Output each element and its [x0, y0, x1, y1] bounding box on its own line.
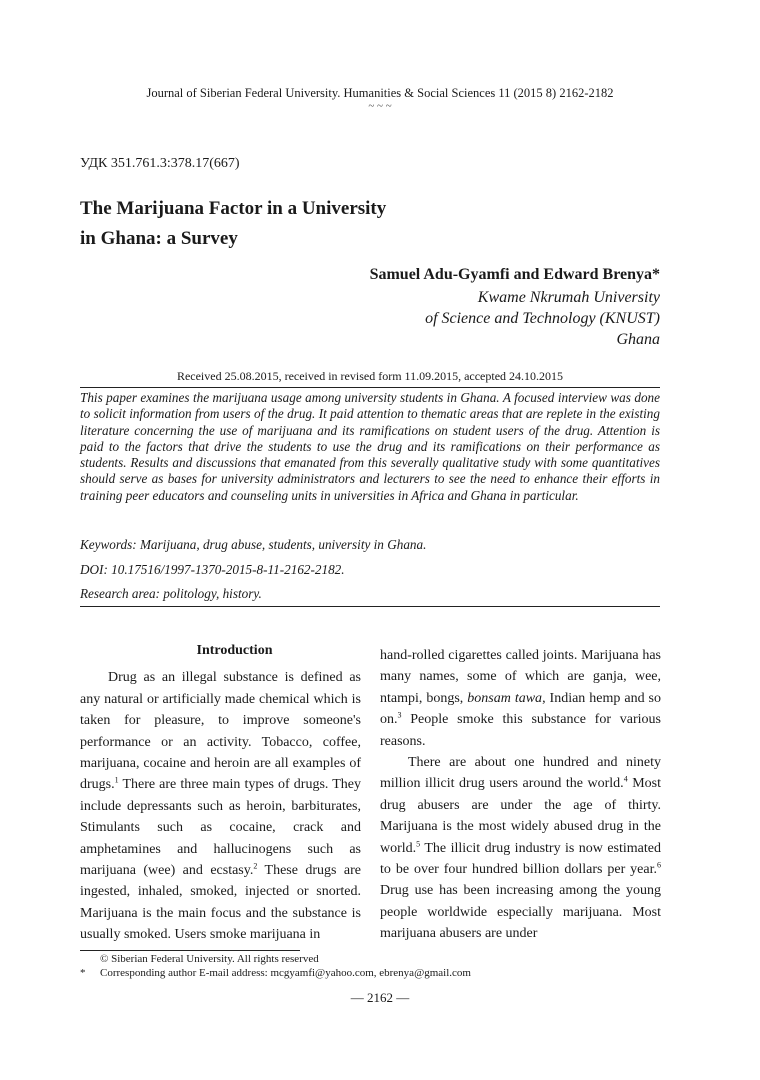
paper-title: [80, 194, 386, 254]
top-rule: [80, 387, 660, 388]
received-dates: Received 25.08.2015, received in revised form 11.09.2015, accepted 24.10.2015: [176, 369, 564, 383]
introduction-heading: Introduction: [196, 643, 273, 658]
affiliation-line-2: of Science and Technology (KNUST): [425, 310, 660, 327]
header-tilde: ~ ~ ~: [368, 100, 392, 112]
footnote-ref-2: 2: [253, 861, 258, 871]
affiliation: [425, 287, 660, 350]
footnote-rule: [80, 950, 300, 951]
journal-header: Journal of Siberian Federal University. Humanities & Social Sciences 11 (2015 8) 2162-2182: [146, 86, 614, 100]
affiliation-line-1: Kwame Nkrumah University: [477, 289, 660, 306]
footnote-ref-6: 6: [657, 860, 661, 870]
copyright-note: © Siberian Federal University. All rights reserved: [100, 953, 319, 965]
research-area: Research area: politology, history.: [80, 586, 262, 601]
footnote-ref-4: 4: [623, 774, 628, 784]
keywords: Keywords: Marijuana, drug abuse, students, university in Ghana.: [80, 537, 427, 552]
left-paragraph: Drug as an illegal substance is defined as any natural or artificially made chemical which is taken for pleasure, to improve someone's performance or an activity. Tobacco, coffee, marijuana, cocaine and heroin are all examples of drugs.$^1$ There are three main types of drugs. They include depressants such as heroin, barbiturates, Stimulants such as cocaine, crack and amphetamines and hallucinogens such as marijuana (wee) and ecstasy.$^2$ These drugs are ingested, inhaled, smoked, injected or snorted. Marijuana is the main focus and the substance is usually smoked. Users smoke marijuana in: [80, 670, 361, 943]
footnote-ref-3: 3: [397, 710, 402, 720]
right-column: [380, 645, 661, 945]
authors: Samuel Adu-Gyamfi and Edward Brenya*: [369, 266, 660, 283]
footnote-ref-5: 5: [416, 839, 421, 848]
left-column: [80, 640, 361, 946]
footnote-ref-1: 1: [114, 775, 119, 785]
page-number: — 2162 —: [350, 990, 410, 1005]
udk-code: УДК 351.761.3:378.17(667): [80, 156, 240, 171]
right-paragraph-2: There are about one hundred and ninety million illicit drug users around the world.$^4$ Most drug abusers are under the age of thirty. Marijuana is the most widely abused drug in the world.$^5$ The illicit drug industry is now estimated to be over four hundred billion dollars per year.$^6$ Drug use has been increasing among the young people worldwide especially marijuana. Most marijuana abusers are under: [380, 755, 661, 942]
bottom-rule: [80, 606, 660, 607]
corresponding-author-note: * Corresponding author E-mail address: mcgyamfi@yahoo.com, ebrenya@gmail.com: [80, 967, 471, 979]
right-paragraph-1: hand-rolled cigarettes called joints. Marijuana has many names, some of which are ganja, wee, ntampi, bongs, bonsam tawa, Indian hemp and so on.$^3$ People smoke this substance for various reasons.: [380, 648, 661, 749]
title-line-2: in Ghana: a Survey: [80, 228, 238, 249]
doi: DOI: 10.17516/1997-1370-2015-8-11-2162-2182.: [80, 562, 345, 577]
abstract: This paper examines the marijuana usage among university students in Ghana. A focused interview was done to solicit information from users of the drug. It paid attention to thematic areas that are replete in the existing literature concerning the use of marijuana and its ramifications on student users of the drug. Attention is paid to the factors that drive the students to use the drug and its ramifications on their performance as students. Results and discussions that emanated from this severally qualitative study with some quantitatives should serve as bases for university administrators and lecturers to see the need to enhance their efforts in training peer educators and counseling units in universities in Africa and Ghana in particular.: [80, 390, 660, 503]
affiliation-line-3: Ghana: [616, 331, 660, 348]
title-line-1: The Marijuana Factor in a University: [80, 198, 387, 219]
